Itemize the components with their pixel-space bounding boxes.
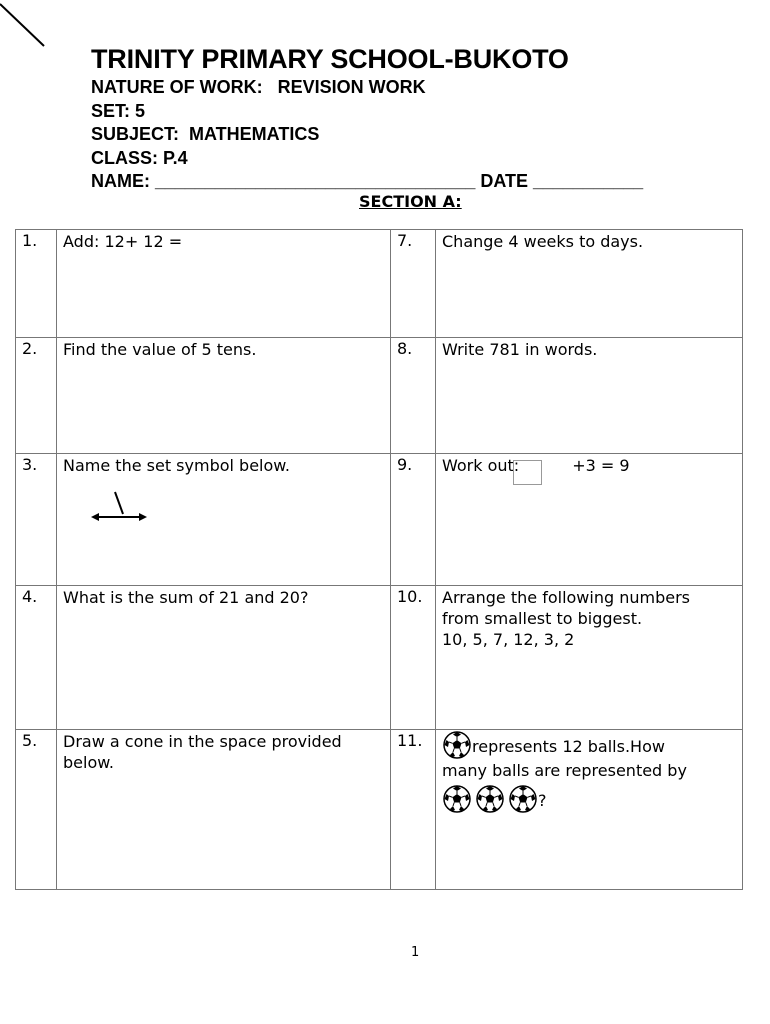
question-number: 3.	[16, 454, 57, 586]
table-row	[16, 230, 743, 338]
set-number: SET: 5	[91, 100, 146, 121]
table-row	[16, 338, 743, 454]
question-1[interactable]	[57, 230, 391, 338]
answer-box[interactable]	[513, 460, 542, 485]
set-symbol-icon	[89, 490, 149, 526]
question-text: Draw a cone in the space provided below.	[63, 732, 342, 772]
question-3[interactable]	[57, 454, 391, 586]
table-row	[16, 454, 743, 586]
question-text: Add: 12+ 12 =	[63, 232, 183, 251]
question-mark: ?	[538, 791, 547, 810]
nature-of-work: NATURE OF WORK: REVISION WORK	[91, 77, 426, 97]
question-number: 10.	[391, 586, 436, 730]
class-level: CLASS: P.4	[91, 147, 188, 168]
soccer-ball-icon	[442, 730, 472, 760]
question-text: Change 4 weeks to days.	[442, 232, 644, 251]
subject: SUBJECT: MATHEMATICS	[91, 124, 320, 144]
question-text: Find the value of 5 tens.	[63, 340, 257, 359]
question-5[interactable]	[57, 730, 391, 890]
question-number: 11.	[391, 730, 436, 890]
question-number: 5.	[16, 730, 57, 890]
question-11[interactable]	[436, 730, 743, 890]
question-2[interactable]	[57, 338, 391, 454]
question-7[interactable]	[436, 230, 743, 338]
question-number: 4.	[16, 586, 57, 730]
soccer-ball-icon	[442, 784, 472, 814]
corner-diagonal-line	[0, 0, 50, 50]
question-number: 7.	[391, 230, 436, 338]
name-date-line: NAME: ________________________________ DATE ___________	[91, 171, 644, 191]
school-name: TRINITY PRIMARY SCHOOL-BUKOTO	[91, 44, 569, 74]
question-text-line: Arrange the following numbers	[442, 588, 690, 607]
section-title: SECTION A:	[359, 192, 462, 211]
document-header	[91, 42, 643, 194]
questions-table	[15, 229, 743, 890]
table-row	[16, 586, 743, 730]
page-number: 1	[411, 945, 420, 960]
question-number: 1.	[16, 230, 57, 338]
soccer-ball-icon	[508, 784, 538, 814]
question-text: What is the sum of 21 and 20?	[63, 588, 309, 607]
question-text: Name the set symbol below.	[63, 456, 290, 475]
question-text: represents 12 balls.How	[472, 737, 665, 756]
question-number: 2.	[16, 338, 57, 454]
question-text-after: +3 = 9	[572, 456, 630, 475]
question-10[interactable]	[436, 586, 743, 730]
question-number: 8.	[391, 338, 436, 454]
question-text-line: many balls are represented by	[442, 761, 687, 780]
question-number: 9.	[391, 454, 436, 586]
soccer-ball-icon	[475, 784, 505, 814]
question-text: Work out:	[442, 456, 520, 475]
question-9[interactable]	[436, 454, 743, 586]
question-text-line: from smallest to biggest.	[442, 609, 643, 628]
question-8[interactable]	[436, 338, 743, 454]
table-row	[16, 730, 743, 890]
question-text: Write 781 in words.	[442, 340, 598, 359]
question-4[interactable]	[57, 586, 391, 730]
number-list: 10, 5, 7, 12, 3, 2	[442, 630, 575, 649]
